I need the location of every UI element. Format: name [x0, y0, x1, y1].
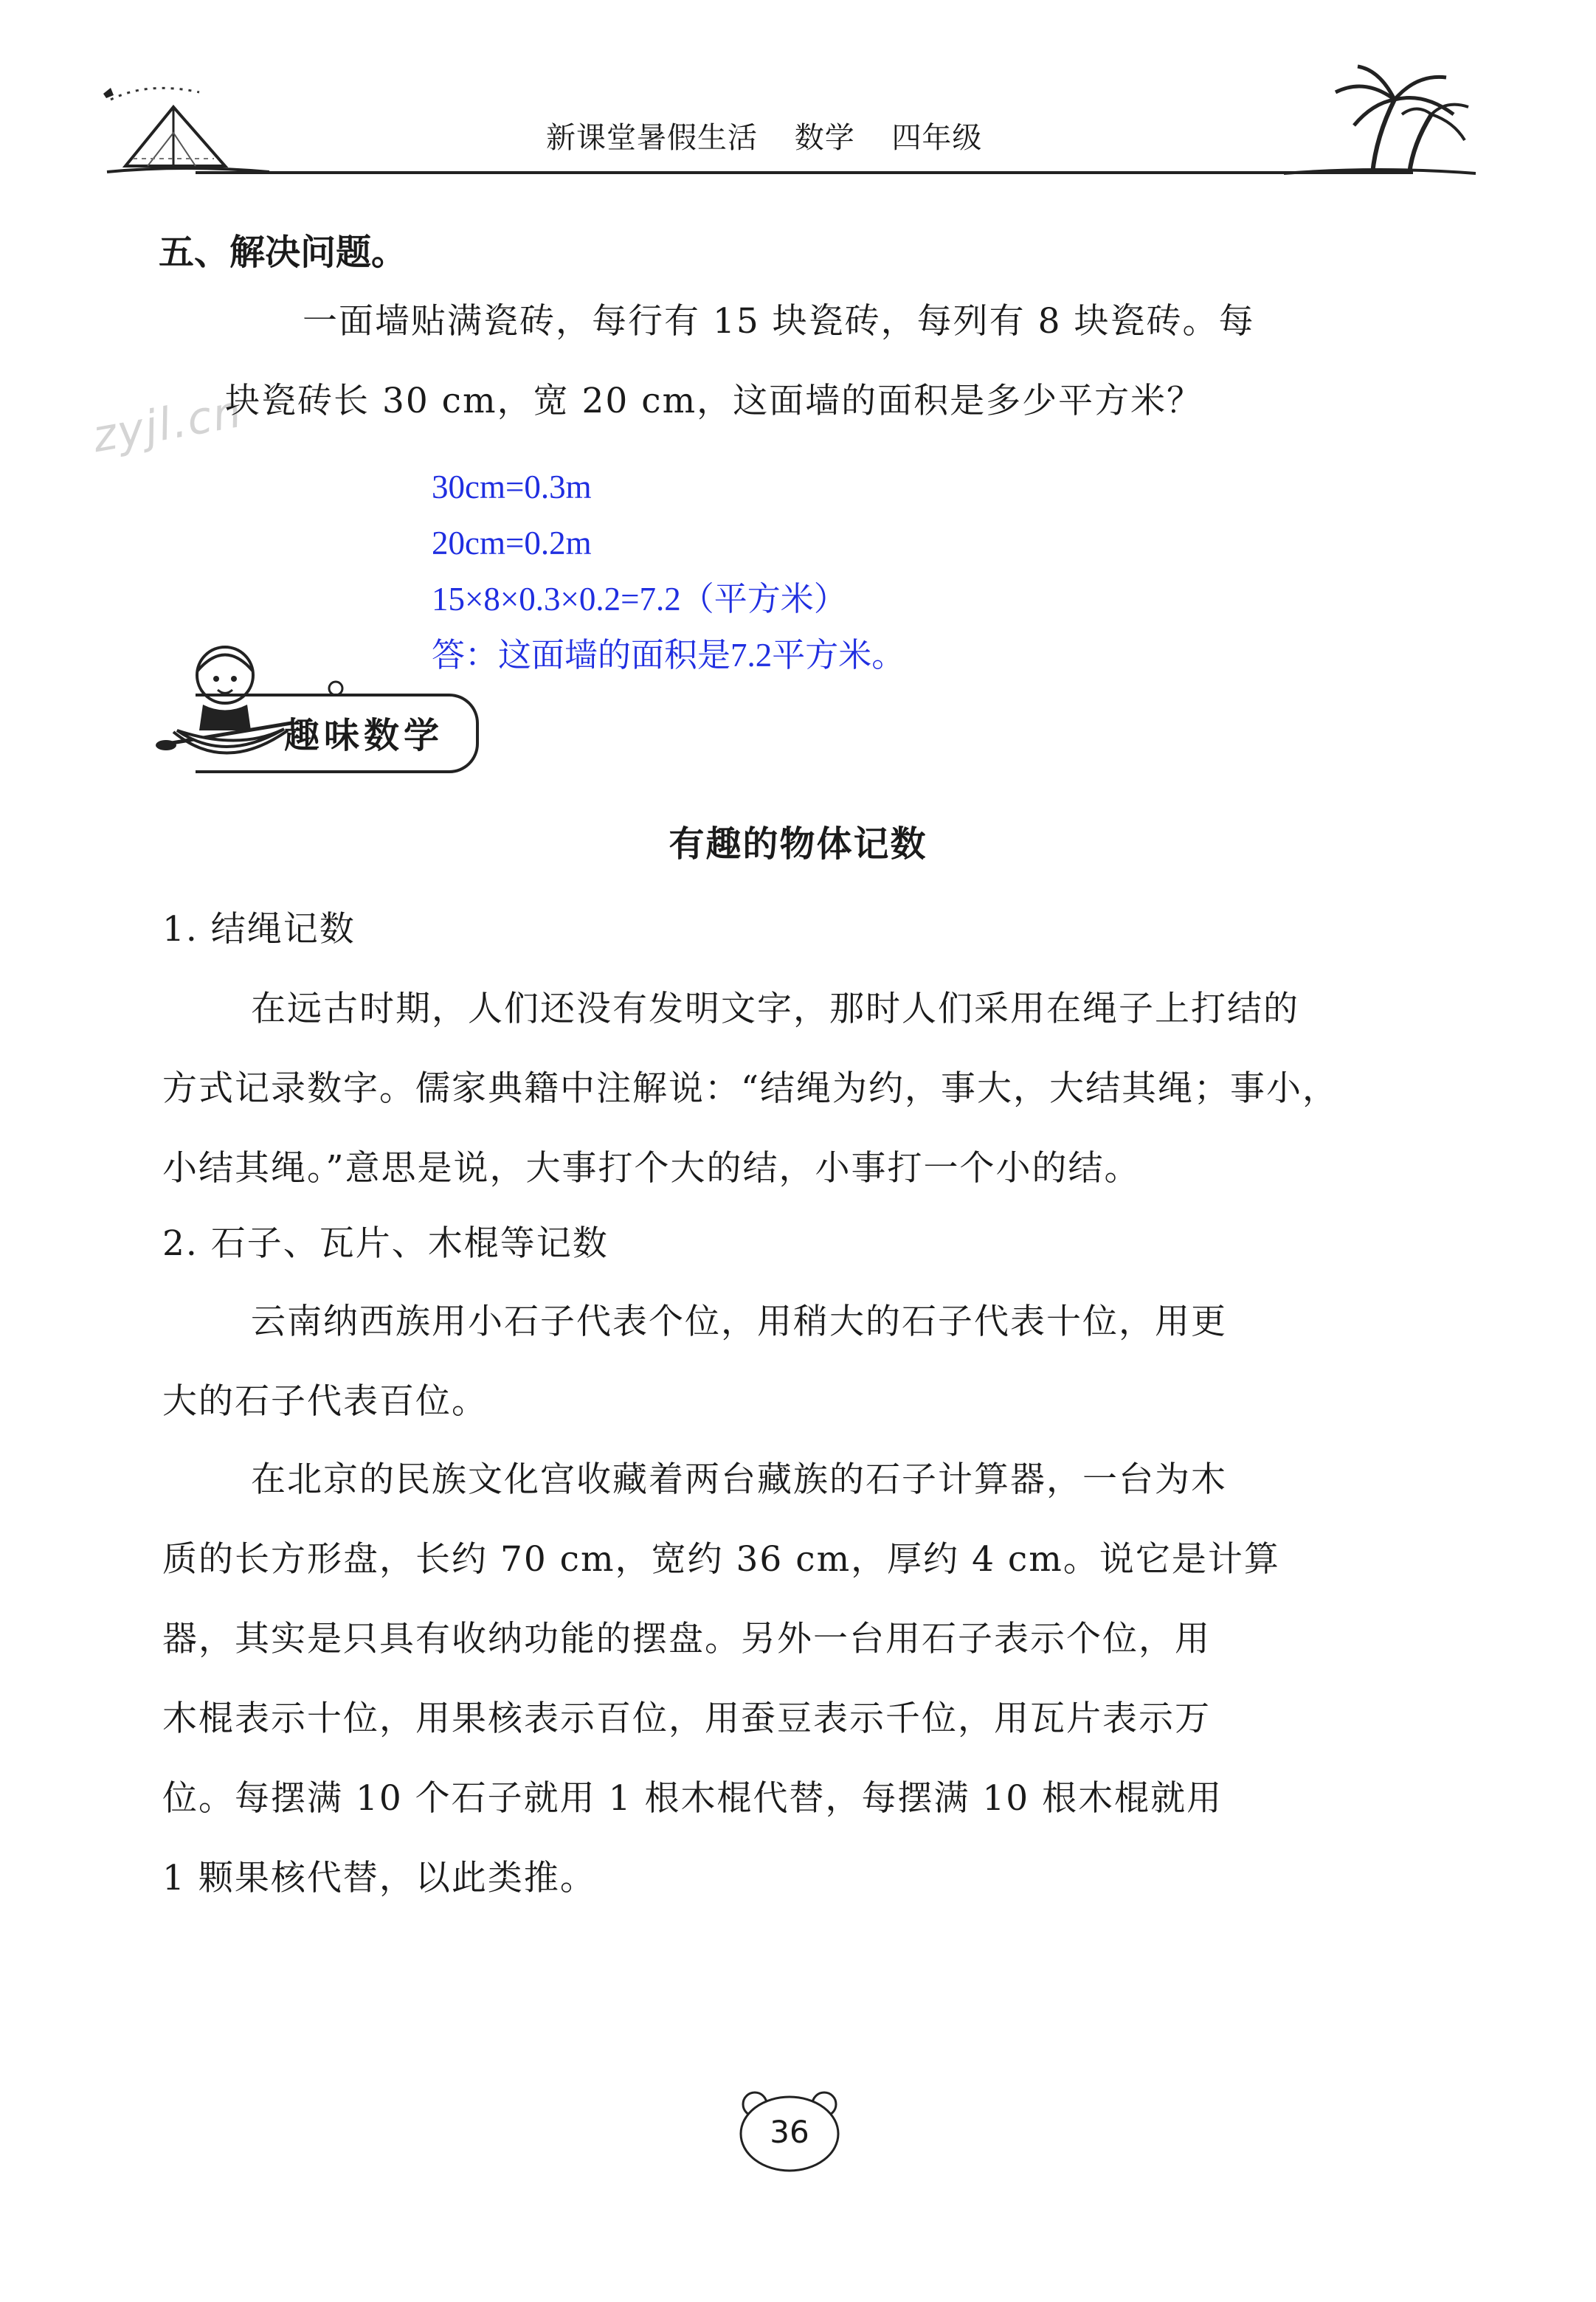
body-line: 位。每摆满 10 个石子就用 1 根木棍代替，每摆满 10 根木棍就用 [162, 1778, 1223, 1819]
body-line: 在远古时期，人们还没有发明文字，那时人们采用在绳子上打结的 [251, 989, 1299, 1029]
subject-label: 数学 [794, 121, 855, 155]
answer-line: 15×8×0.3×0.2=7.2（平方米） [432, 581, 847, 618]
problem-line-1: 一面墙贴满瓷砖，每行有 15 块瓷砖，每列有 8 块瓷砖。每 [303, 301, 1255, 342]
book-title: 新课堂暑假生活 [546, 121, 758, 155]
subsection-title: 2. 石子、瓦片、木棍等记数 [162, 1223, 609, 1264]
section-heading: 五、解决问题。 [159, 232, 407, 273]
palm-tree-illustration [1284, 63, 1476, 181]
body-line: 方式记录数字。儒家典籍中注解说：“结绳为约，事大，大结其绳；事小， [162, 1068, 1339, 1109]
grade-label: 四年级 [891, 121, 983, 155]
body-line: 质的长方形盘，长约 70 cm，宽约 36 cm，厚约 4 cm。说它是计算 [162, 1539, 1280, 1580]
story-title: 有趣的物体记数 [669, 823, 927, 865]
body-line: 1 颗果核代替，以此类推。 [162, 1858, 596, 1898]
answer-line: 答：这面墙的面积是7.2平方米。 [432, 637, 905, 674]
handwritten-answer [432, 459, 905, 683]
body-line: 云南纳西族用小石子代表个位，用稍大的石子代表十位，用更 [251, 1302, 1227, 1342]
tent-illustration [103, 77, 273, 181]
fun-math-label: 趣味数学 [284, 715, 444, 756]
body-line: 在北京的民族文化宫收藏着两台藏族的石子计算器，一台为木 [251, 1459, 1227, 1500]
subsection2-para2 [162, 1440, 1280, 1918]
body-line: 小结其绳。”意思是说，大事打个大的结，小事打一个小的结。 [162, 1148, 1141, 1189]
body-line: 大的石子代表百位。 [162, 1381, 488, 1422]
subsection1-body [162, 969, 1338, 1209]
body-line: 木棍表示十位，用果核表示百位，用蚕豆表示千位，用瓦片表示万 [162, 1698, 1211, 1739]
answer-line: 30cm=0.3m [432, 469, 592, 505]
subsection-title: 1. 结绳记数 [162, 909, 356, 950]
page-header [546, 114, 1009, 156]
problem-line-2: 块瓷砖长 30 cm，宽 20 cm，这面墙的面积是多少平方米？ [225, 381, 1203, 421]
page-number: 36 [770, 2114, 809, 2150]
answer-line: 20cm=0.2m [432, 525, 592, 561]
subsection2-para1 [162, 1282, 1227, 1442]
header-divider [196, 171, 1413, 174]
watermark: zyjl.cn [89, 385, 246, 463]
body-line: 器，其实是只具有收纳功能的摆盘。另外一台用石子表示个位，用 [162, 1619, 1211, 1659]
